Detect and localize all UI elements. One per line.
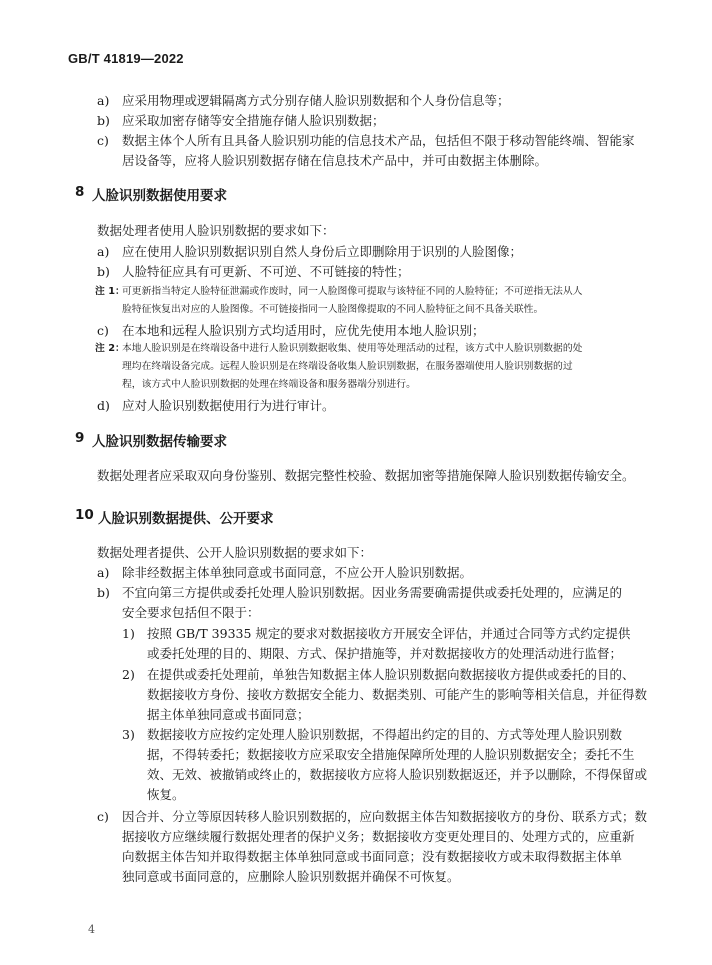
sub-1-label: 1) bbox=[122, 626, 135, 641]
sub-1-line-2: 或委托处理的目的、期限、方式、保护措施等，并对数据接收方的处理活动进行监督； bbox=[147, 646, 623, 661]
section-10-number: 10 bbox=[75, 507, 94, 523]
sub-2-label: 2) bbox=[122, 667, 135, 682]
note-2-label: 注 2： bbox=[95, 343, 125, 354]
section-8-number: 8 bbox=[75, 184, 85, 200]
s10-item-c-line-2: 据接收方应继续履行数据处理者的保护义务；数据接收方变更处理目的、处理方式的，应重新 bbox=[122, 829, 635, 844]
s8-item-b-text: 人脸特征应具有可更新、不可逆、不可链接的特性； bbox=[122, 264, 410, 279]
s10-item-c-line-3: 向数据主体告知并取得数据主体单独同意或书面同意；没有数据接收方或未取得数据主体单 bbox=[122, 849, 623, 864]
s8-item-c-text: 在本地和远程人脸识别方式均适用时，应优先使用本地人脸识别； bbox=[122, 323, 485, 338]
s8-item-b-label: b) bbox=[97, 264, 110, 279]
sub-3-label: 3) bbox=[122, 727, 135, 742]
s10-item-a-label: a) bbox=[97, 565, 110, 580]
s10-item-c-line-1: 因合并、分立等原因转移人脸识别数据的，应向数据主体告知数据接收方的身份、联系方式；数 bbox=[122, 809, 648, 824]
item-c-label: c) bbox=[97, 133, 109, 148]
sub-2-line-2: 数据接收方身份、接收方数据安全能力、数据类别、可能产生的影响等相关信息，并征得数 bbox=[147, 687, 648, 702]
note-2-line-2: 理均在终端设备完成。远程人脸识别是在终端设备收集人脸识别数据，在服务器端使用人脸识别数据的过 bbox=[122, 361, 573, 372]
section-10-intro: 数据处理者提供、公开人脸识别数据的要求如下： bbox=[97, 545, 373, 560]
item-c-line-2: 居设备等，应将人脸识别数据存储在信息技术产品中，并可由数据主体删除。 bbox=[122, 153, 548, 168]
note-2-line-3: 程，该方式中人脸识别数据的处理在终端设备和服务器端分别进行。 bbox=[122, 379, 416, 390]
sub-1-line-1: 按照 GB/T 39335 规定的要求对数据接收方开展安全评估，并通过合同等方式约定提供 bbox=[147, 626, 631, 641]
s10-item-c-label: c) bbox=[97, 809, 109, 824]
section-8-intro: 数据处理者使用人脸识别数据的要求如下： bbox=[97, 223, 335, 238]
sub-2-line-1: 在提供或委托处理前，单独告知数据主体人脸识别数据向数据接收方提供或委托的目的、 bbox=[147, 667, 635, 682]
item-a-label: a) bbox=[97, 93, 110, 108]
item-c-line-1: 数据主体个人所有且具备人脸识别功能的信息技术产品，包括但不限于移动智能终端、智能家 bbox=[122, 133, 635, 148]
item-b-text: 应采取加密存储等安全措施存储人脸识别数据； bbox=[122, 113, 385, 128]
s8-item-d-label: d) bbox=[97, 398, 110, 413]
note-1-label: 注 1： bbox=[95, 286, 125, 297]
section-9-text: 数据处理者应采取双向身份鉴别、数据完整性校验、数据加密等措施保障人脸识别数据传输安全。 bbox=[97, 468, 635, 483]
note-1-line-2: 脸特征恢复出对应的人脸图像。不可链接指同一人脸图像提取的不同人脸特征之间不具备关联性。 bbox=[122, 304, 544, 315]
s10-item-b-label: b) bbox=[97, 585, 110, 600]
s8-item-a-label: a) bbox=[97, 244, 110, 259]
sub-3-line-2: 据，不得转委托；数据接收方应采取安全措施保障所处理的人脸识别数据安全；委托不生 bbox=[147, 747, 635, 762]
item-a-text: 应采用物理或逻辑隔离方式分别存储人脸识别数据和个人身份信息等； bbox=[122, 93, 510, 108]
s10-item-b-line-2: 安全要求包括但不限于： bbox=[122, 605, 260, 620]
sub-3-line-1: 数据接收方应按约定处理人脸识别数据，不得超出约定的目的、方式等处理人脸识别数 bbox=[147, 727, 623, 742]
s10-item-a-text: 除非经数据主体单独同意或书面同意，不应公开人脸识别数据。 bbox=[122, 565, 473, 580]
standard-code-header: GB/T 41819—2022 bbox=[68, 51, 184, 66]
note-1-line-1: 可更新指当特定人脸特征泄漏或作废时，同一人脸图像可提取与该特征不同的人脸特征；不可逆指无法从人 bbox=[122, 286, 583, 297]
s10-item-c-line-4: 独同意或书面同意的，应删除人脸识别数据并确保不可恢复。 bbox=[122, 869, 460, 884]
section-10-title: 人脸识别数据提供、公开要求 bbox=[98, 511, 274, 527]
s8-item-d-text: 应对人脸识别数据使用行为进行审计。 bbox=[122, 398, 335, 413]
sub-3-line-4: 恢复。 bbox=[147, 787, 185, 802]
section-9-title: 人脸识别数据传输要求 bbox=[92, 434, 227, 450]
section-9-number: 9 bbox=[75, 430, 85, 446]
sub-3-line-3: 效、无效、被撤销或终止的，数据接收方应将人脸识别数据返还，并予以删除，不得保留或 bbox=[147, 767, 648, 782]
section-8-title: 人脸识别数据使用要求 bbox=[92, 188, 227, 204]
page-number: 4 bbox=[88, 923, 95, 936]
item-b-label: b) bbox=[97, 113, 110, 128]
sub-2-line-3: 据主体单独同意或书面同意； bbox=[147, 707, 310, 722]
note-2-line-1: 本地人脸识别是在终端设备中进行人脸识别数据收集、使用等处理活动的过程，该方式中人脸识别数据的处 bbox=[122, 343, 583, 354]
s8-item-a-text: 应在使用人脸识别数据识别自然人身份后立即删除用于识别的人脸图像； bbox=[122, 244, 523, 259]
s10-item-b-line-1: 不宜向第三方提供或委托处理人脸识别数据。因业务需要确需提供或委托处理的，应满足的 bbox=[122, 585, 623, 600]
s8-item-c-label: c) bbox=[97, 323, 109, 338]
